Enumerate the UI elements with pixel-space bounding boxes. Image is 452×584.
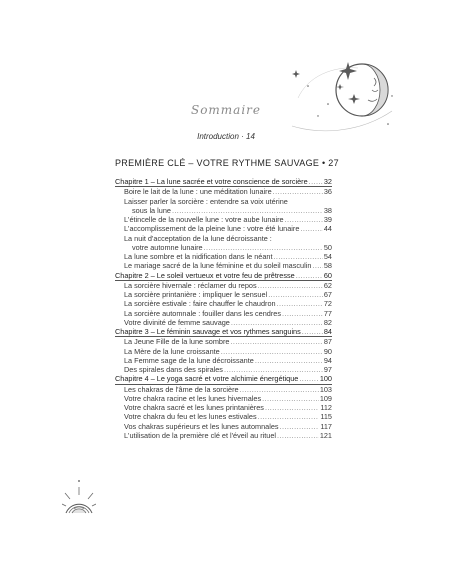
- dot-leader: [258, 412, 320, 421]
- sun-illustration: [62, 473, 96, 517]
- toc-page-number: 58: [323, 261, 332, 271]
- toc-page-number: 97: [323, 365, 332, 374]
- toc-entry-title: Votre divinité de femme sauvage: [124, 317, 230, 327]
- toc-entry-row: [115, 206, 332, 215]
- toc-entry-title: Vos chakras supérieurs et les lunes automnales: [124, 421, 279, 431]
- toc-entry-row: [115, 281, 332, 290]
- dot-leader: [296, 271, 323, 280]
- toc-entry-title: Votre chakra sacré et les lunes printanières: [124, 403, 264, 412]
- toc-page-number: 32: [323, 177, 332, 186]
- toc-entry-row: [115, 394, 332, 403]
- dot-leader: [265, 403, 319, 412]
- dot-leader: [282, 309, 323, 318]
- toc-page-number: 117: [320, 421, 332, 431]
- toc-page-number: 36: [323, 187, 332, 197]
- toc-entry-title: Chapitre 2 – Le soleil vertueux et votre feu de prêtresse: [115, 270, 295, 280]
- dot-leader: [204, 243, 323, 252]
- toc-page-number: 39: [323, 215, 332, 224]
- toc-entry-title: L'accomplissement de la pleine lune : votre été lunaire: [124, 224, 300, 234]
- toc-page-number: 38: [323, 205, 332, 215]
- toc-entry-title: Votre chakra racine et les lunes hivernales: [124, 393, 262, 403]
- toc-page-number: 112: [320, 403, 332, 412]
- toc-entry-title: La sorcière automnale : fouiller dans les cendres: [124, 308, 281, 318]
- toc-page-number: 103: [319, 384, 332, 394]
- toc-entry-title: Le mariage sacré de la lune féminine et du soleil masculin: [124, 261, 312, 271]
- dot-leader: [277, 299, 323, 308]
- toc-entry-row: [115, 299, 332, 308]
- toc-entry-title: Chapitre 4 – Le yoga sacré et votre alchimie énergétique: [115, 374, 299, 384]
- toc-entry-title: Boire le lait de la lune : une méditation lunaire: [124, 187, 272, 197]
- toc-entry-row: [115, 431, 332, 440]
- toc-entry-title: La Femme sage de la lune décroissante: [124, 355, 254, 365]
- toc-entry-row: [115, 347, 332, 356]
- toc-page-number: 50: [323, 242, 332, 252]
- toc-entry-row: [115, 337, 332, 346]
- toc-entry-row: [115, 309, 332, 318]
- toc-page-number: 54: [323, 252, 332, 261]
- toc-entry-row: [115, 385, 332, 394]
- toc-entry-row: [115, 224, 332, 233]
- dot-leader: [224, 365, 323, 374]
- toc-page-number: 67: [323, 290, 332, 299]
- toc-entry-row: [115, 422, 332, 431]
- page-title: Sommaire: [190, 103, 262, 117]
- dot-leader: [262, 394, 319, 403]
- toc-page-number: 72: [323, 299, 332, 309]
- dot-leader: [231, 318, 323, 327]
- dot-leader: [309, 177, 323, 186]
- toc-chapter-row: [115, 327, 332, 337]
- toc-entry-row: [115, 365, 332, 374]
- toc-page-number: 115: [320, 412, 332, 422]
- toc-entry-row: [115, 234, 332, 243]
- dot-leader: [299, 374, 318, 383]
- dot-leader: [285, 215, 323, 224]
- toc-entry-title: La sorcière printanière : impliquer le sensuel: [124, 290, 268, 299]
- toc-entry-title: Chapitre 3 – Le féminin sauvage et vos rythmes sanguins: [115, 327, 301, 336]
- toc-chapter-row: [115, 177, 332, 187]
- toc-page-number: 109: [319, 393, 332, 403]
- toc-entry-title: votre automne lunaire: [132, 242, 203, 252]
- toc-page-number: 100: [319, 374, 332, 384]
- dot-leader: [302, 327, 323, 336]
- toc-entry-title: La sorcière hivernale : réclamer du repos: [124, 280, 257, 290]
- toc-entry-row: [115, 318, 332, 327]
- toc-page-number: 82: [323, 317, 332, 327]
- toc-entry-row: [115, 187, 332, 196]
- toc-page-number: 77: [323, 308, 332, 318]
- dot-leader: [240, 385, 319, 394]
- dot-leader: [230, 337, 322, 346]
- table-of-contents: [115, 177, 332, 440]
- toc-entry-title: La Jeune Fille de la lune sombre: [124, 337, 230, 347]
- toc-entry-row: [115, 197, 332, 206]
- dot-leader: [273, 252, 322, 261]
- toc-entry-row: [115, 243, 332, 252]
- toc-entry-row: [115, 261, 332, 270]
- toc-page-number: 90: [323, 346, 332, 356]
- toc-entry-row: [115, 215, 332, 224]
- toc-page-number: 44: [323, 224, 332, 234]
- toc-entry-row: [115, 356, 332, 365]
- dot-leader: [312, 261, 322, 270]
- dot-leader: [268, 290, 323, 299]
- dot-leader: [280, 422, 320, 431]
- dot-leader: [221, 347, 323, 356]
- toc-page-number: 62: [323, 280, 332, 290]
- toc-entry-row: [115, 412, 332, 421]
- toc-entry-title: Chapitre 1 – La lune sacrée et votre conscience de sorcière: [115, 177, 308, 186]
- toc-chapter-row: [115, 271, 332, 281]
- toc-page-number: 60: [323, 270, 332, 280]
- dot-leader: [277, 431, 319, 440]
- toc-entry-title: L'utilisation de la première clé et l'éveil au rituel: [124, 430, 277, 440]
- dot-leader: [273, 187, 323, 196]
- toc-chapter-row: [115, 374, 332, 384]
- dot-leader: [172, 206, 323, 215]
- toc-entry-title: Les chakras de l'âme de la sorcière: [124, 384, 239, 394]
- toc-entry-title: Laisser parler la sorcière : entendre sa voix utérine: [124, 196, 288, 206]
- toc-entry-title: sous la lune: [132, 205, 171, 215]
- toc-page-number: 84: [323, 327, 332, 336]
- dot-leader: [255, 356, 323, 365]
- dot-leader: [300, 224, 322, 233]
- toc-entry-title: La sorcière estivale : faire chauffer le chaudron: [124, 299, 276, 309]
- toc-entry-title: Votre chakra du feu et les lunes estivales: [124, 412, 257, 422]
- toc-entry-title: La nuit d'acceptation de la lune décroissante :: [124, 233, 272, 243]
- toc-page-number: 121: [319, 430, 332, 440]
- introduction-entry: Introduction · 14: [197, 132, 255, 141]
- toc-entry-title: La Mère de la lune croissante: [124, 346, 220, 356]
- toc-entry-title: Des spirales dans des spirales: [124, 365, 223, 374]
- part-heading: PREMIÈRE CLÉ – VOTRE RYTHME SAUVAGE • 27: [115, 158, 339, 168]
- toc-entry-title: La lune sombre et la nidification dans le néant: [124, 252, 273, 261]
- toc-entry-row: [115, 403, 332, 412]
- moon-stars-illustration: [288, 56, 396, 136]
- dot-leader: [258, 281, 323, 290]
- toc-page-number: 94: [323, 355, 332, 365]
- toc-entry-row: [115, 252, 332, 261]
- toc-entry-row: [115, 290, 332, 299]
- toc-entry-title: L'étincelle de la nouvelle lune : votre aube lunaire: [124, 215, 284, 224]
- toc-page-number: 87: [323, 337, 332, 347]
